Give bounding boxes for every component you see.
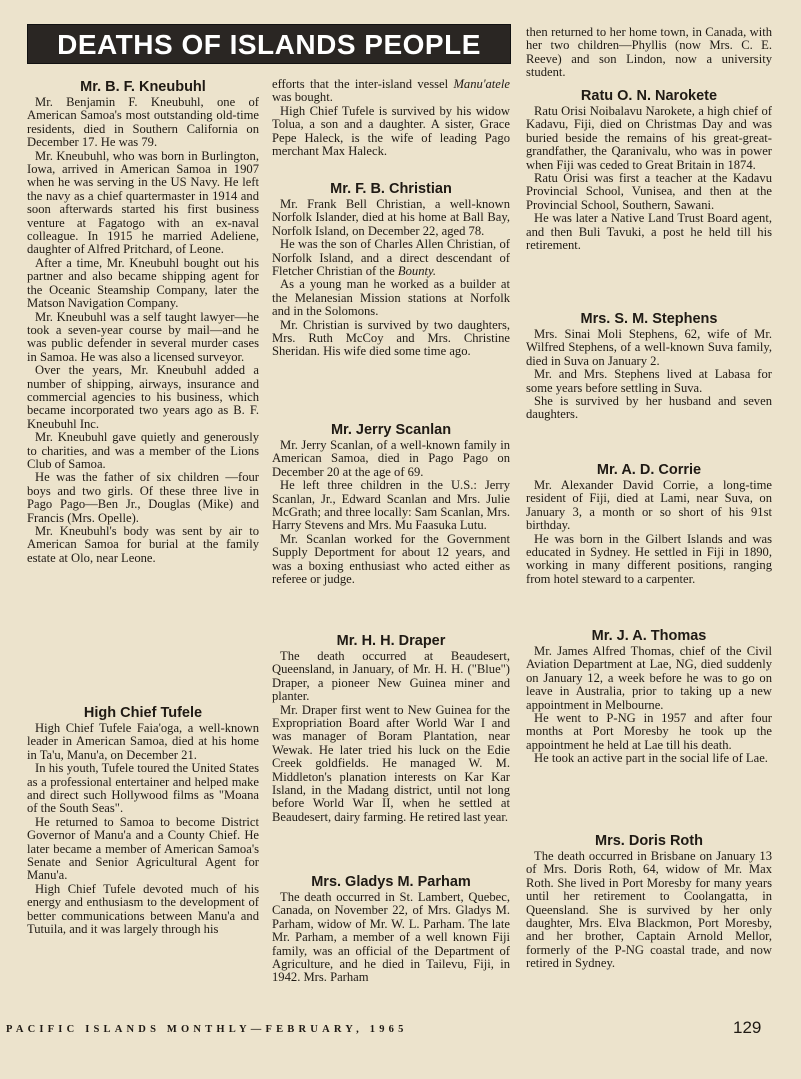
obituary-paragraph: [272, 78, 510, 105]
obituary-kneubuhl: [27, 78, 259, 565]
obituary-paragraph: Mr. Frank Bell Christian, a well-known Norfolk Islander, died at his home at Ball Bay, Norfolk Island, on December 22, aged 78.: [272, 197, 510, 238]
obituary-heading: Mrs. S. M. Stephens: [580, 311, 718, 327]
obituary-paragraph: He took an active part in the social life of Lae.: [534, 751, 768, 766]
obituary-paragraph: After a time, Mr. Kneubuhl bought out his partner and also became shipping agent for the Oceanic Steamship Company, later the Matson Navigation Company.: [27, 255, 259, 311]
obituary-paragraph: Mr. Draper first went to New Guinea for the Expropriation Board after World War I and was manager of Boram Plantation, near Wewak. He later tried his luck on the Edie Creek goldfields. He managed W. M. Middleton's planation interests on Kar Kar Island, in the Madang district, until not long before World War II, when he settled at Beaudesert, dairy farming. He retired last year.: [272, 702, 510, 824]
page-number: 129: [733, 1018, 762, 1037]
obituary-paragraph: Mr. Kneubuhl's body was sent by air to American Samoa for burial at the family estate at Olo, near Leone.: [27, 524, 259, 565]
obituary-draper: [272, 632, 510, 824]
obituary-heading: Mr. J. A. Thomas: [591, 628, 707, 644]
paragraph-text: He was the son of Charles Allen Christian, of Norfolk Island, and a direct descendant of Fletcher Christian of the: [272, 237, 510, 279]
obituary-paragraph: Mr. James Alfred Thomas, chief of the Civil Aviation Department at Lae, NG, died suddenly on January 12, a week before he was to go on leave in Australia, prior to taking up a new appointment in Melbourne.: [526, 644, 772, 712]
obituary-paragraph: In his youth, Tufele toured the United States as a professional entertainer and helped make and direct such Hollywood films as "Moana of the South Seas".: [27, 761, 259, 816]
obituary-paragraph: High Chief Tufele is survived by his widow Tolua, a son and a daughter. A sister, Grace Pepe Haleck, is the wife of leading Pago merchant Max Haleck.: [272, 103, 510, 159]
continuation-text: was bought.: [272, 90, 333, 105]
obituary-paragraph: Mr. Alexander David Corrie, a long-time resident of Fiji, died at Lami, near Suva, on January 3, a month or so short of his 91st birthday.: [526, 478, 772, 533]
obituary-parham: [272, 873, 510, 985]
obituary-scanlan: [272, 421, 510, 586]
obituary-paragraph: Ratu Orisi was first a teacher at the Kadavu Provincial School, Vunisea, and then at the Provincial School, Southern, Sawani.: [526, 171, 772, 212]
obituary-heading: Mr. F. B. Christian: [330, 181, 452, 197]
page-banner-title: DEATHS OF ISLANDS PEOPLE: [27, 24, 511, 64]
obituary-heading: Ratu O. N. Narokete: [580, 88, 718, 104]
obituary-heading: Mr. B. F. Kneubuhl: [80, 79, 206, 95]
obituary-paragraph: Mr. Jerry Scanlan, of a well-known family in American Samoa, died in Pago Pago on December 20 at the age of 69.: [272, 438, 510, 479]
obituary-paragraph: He left three children in the U.S.: Jerry Scanlan, Jr., Edward Scanlan and Mrs. Julie McGrath; and three locally: Sam Scanlan, Mrs. Harry Stevens and Mrs. Mu Faasuka Lutu.: [272, 478, 510, 533]
obituary-paragraph: She is survived by her husband and seven daughters.: [526, 394, 772, 422]
obituary-paragraph: Mrs. Sinai Moli Stephens, 62, wife of Mr. Wilfred Stephens, of a well-known Suva family, died in Suva on January 2.: [526, 327, 772, 368]
obituary-paragraph: The death occurred in Brisbane on January 13 of Mrs. Doris Roth, 64, widow of Mr. Max Roth. She lived in Port Moresby for many years until her retirement to Coolangatta, in Queensland. She is survived by her only daughter, Mrs. Elva Blackmon, Port Moresby, and her brother, Captain Arnold Mellor, formerly of the P-NG coastal trade, and now retired in Sydney.: [526, 849, 772, 971]
obituary-roth: [526, 832, 772, 971]
obituary-thomas: [526, 627, 772, 766]
obituary-paragraph: [272, 238, 510, 278]
obituary-paragraph: Mr. Christian is survived by two daughters, Mrs. Ruth McCoy and Mrs. Christine Sheridan. His wife died some time ago.: [272, 317, 510, 359]
obituary-paragraph: Mr. Kneubuhl gave quietly and generously to charities, and was a member of the Lions Club of Samoa.: [27, 430, 259, 471]
obituary-christian: [272, 180, 510, 359]
obituary-paragraph: High Chief Tufele devoted much of his energy and enthusiasm to the development of better communications between Manu'a and Tutuila, and it was largely through his: [27, 881, 259, 937]
obituary-paragraph: The death occurred in St. Lambert, Quebec, Canada, on November 22, of Mrs. Gladys M. Parham, widow of Mr. W. L. Parham. The late Mr. Parham, a member of a well known Fiji family, was an official of the Department of Agriculture, and he died in Tailevu, Fiji, in 1942. Mrs. Parham: [272, 890, 510, 985]
ship-name: Bounty.: [397, 264, 437, 279]
obituary-paragraph: He returned to Samoa to become District Governor of Manu'a and a County Chief. He later became a member of American Samoa's Senate and Senior Agricultural Agent for Manu'a.: [27, 814, 259, 883]
obituary-corrie: [526, 461, 772, 586]
page-footer: [0, 1018, 801, 1052]
obituary-paragraph: He was the father of six children —four boys and two girls. Of these three live in Pago Pago—Ben Jr., Douglas (Mike) and Francis (Mrs. Opelle).: [27, 470, 259, 525]
obituary-stephens: [526, 310, 772, 422]
obituary-paragraph: He was born in the Gilbert Islands and was educated in Sydney. He settled in Fiji in 1890, working in many different positions, ranging from hotel steward to a carpenter.: [526, 531, 772, 586]
obituary-paragraph: Over the years, Mr. Kneubuhl added a number of shipping, airways, insurance and commercial agencies to his business, which became incorporated two years ago as B. F. Kneubuhl Inc.: [27, 363, 259, 431]
obituary-paragraph: Mr. and Mrs. Stephens lived at Labasa for some years before settling in Suva.: [526, 367, 772, 395]
obituary-heading: Mrs. Gladys M. Parham: [311, 874, 471, 890]
obituary-paragraph: High Chief Tufele Faia'oga, a well-known leader in American Samoa, died at his home in Ta'u, Manu'a, on December 21.: [27, 721, 259, 762]
obituary-paragraph: Ratu Orisi Noibalavu Narokete, a high chief of Kadavu, Fiji, died on Christmas Day and was buried beside the remains of his great-great-grandfather, the Qaranivalu, who was in power when Fiji was ceded to Great Britain in 1874.: [526, 104, 772, 172]
obituary-narokete: [526, 87, 772, 252]
obituary-heading: Mr. A. D. Corrie: [596, 462, 702, 478]
obituary-paragraph: He went to P-NG in 1957 and after four months at Port Moresby he took up the appointment he held at Lae till his death.: [526, 711, 772, 752]
obituary-parham-continued: [526, 26, 772, 80]
obituary-paragraph: Mr. Benjamin F. Kneubuhl, one of American Samoa's most outstanding old-time residents, died in Southern California on December 17. He was 79.: [27, 95, 259, 150]
obituary-heading: High Chief Tufele: [83, 705, 203, 721]
obituary-paragraph: Mr. Kneubuhl, who was born in Burlington, Iowa, arrived in American Samoa in 1907 when he was serving in the US Navy. He left the navy as a chief quartermaster in 1914 and soon afterwards started his first business venture at Fagatogo with an ex-naval colleague. In 1915 he married Adeliene, daughter of Alfred Pritchard, of Leone.: [27, 148, 259, 257]
obituary-tufele: [27, 704, 259, 937]
obituary-heading: Mrs. Doris Roth: [595, 833, 703, 849]
obituary-paragraph: Mr. Kneubuhl was a self taught lawyer—he took a seven-year course by mail—and he was public defender in several murder cases in Samoa. He was also a licensed surveyor.: [27, 309, 259, 364]
obituary-paragraph: As a young man he worked as a builder at the Melanesian Mission stations at Norfolk and in the Solomons.: [272, 277, 510, 319]
masthead: PACIFIC ISLANDS MONTHLY—FEBRUARY, 1965: [6, 1024, 408, 1035]
obituary-paragraph: Mr. Scanlan worked for the Government Supply Deportment for about 12 years, and was a boxing enthusiast who acted either as referee or judge.: [272, 531, 510, 587]
obituary-paragraph: The death occurred at Beaudesert, Queensland, in January, of Mr. H. H. ("Blue") Draper, a pioneer New Guinea miner and planter.: [272, 649, 510, 704]
obituary-tufele-continued: [272, 78, 510, 158]
obituary-heading: Mr. H. H. Draper: [336, 633, 446, 649]
obituary-paragraph: then returned to her home town, in Canada, with her two children—Phyllis (now Mrs. C. E. Reeve) and son Lindon, now a university student.: [526, 25, 772, 80]
obituary-paragraph: He was later a Native Land Trust Board agent, and then Buli Tavuki, a post he held till his retirement.: [526, 211, 772, 253]
continuation-text: efforts that the inter-island vessel: [272, 77, 449, 91]
obituary-heading: Mr. Jerry Scanlan: [330, 422, 452, 438]
vessel-name: Manu'atele: [453, 77, 510, 91]
